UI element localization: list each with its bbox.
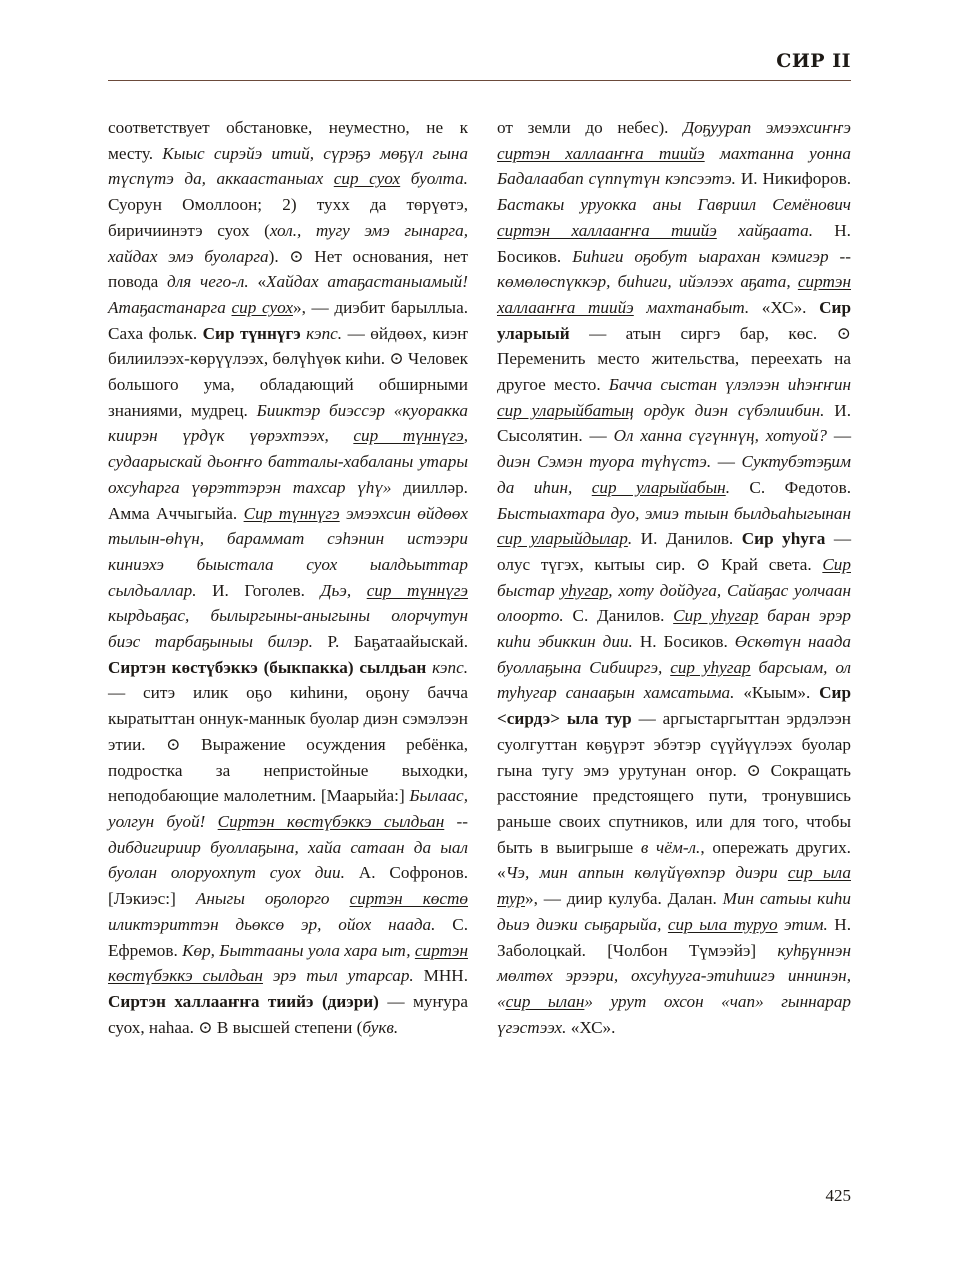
text-run: Мин сатыы киһи дьиэ диэки сыҕарыйа, bbox=[497, 889, 851, 934]
text-run: куһҕүннэн мөлтөх эрээри, охсуһууга-этиһиигэ иннинэн, « bbox=[497, 940, 851, 1011]
headword: Сир уларыый bbox=[497, 297, 851, 343]
text-run: махтанна уонна Бадалаабап сүппүтүн кэпсээтэ. bbox=[497, 143, 851, 189]
text-run: — ситэ илик оҕо киһини, оҕону бачча кыратыттан оннук-маннык буолар диэн сэмэлээн этии. ⊙ Выражение осуждения ребёнка, подростка за непристойные выходки, неподобающие малолетним. [Маарыйа:] bbox=[108, 683, 469, 806]
text-run: Дьэ, bbox=[320, 580, 367, 600]
text-run: , хоту дойдуга, Сайаҕас уолчаан олоорто. bbox=[497, 580, 851, 626]
running-head: СИР II bbox=[776, 50, 851, 72]
right-column-text bbox=[497, 115, 851, 1040]
example-keyword: сиртэн халлааҥҥа тиийэ bbox=[497, 143, 705, 163]
example-keyword: сиртэн халлааҥҥа тиийэ bbox=[497, 272, 851, 317]
text-run: Былаас, уолгун буой! bbox=[108, 786, 468, 831]
example-keyword: сир уларыйдылар bbox=[497, 529, 628, 549]
text-run: И. Никифоров. bbox=[735, 169, 851, 189]
text-run: МНН. bbox=[413, 966, 468, 986]
example-keyword: сир түннүгэ bbox=[366, 580, 468, 600]
example-keyword: сиртэн халлааҥҥа тиийэ bbox=[497, 220, 717, 240]
text-run: «ХС». bbox=[749, 297, 820, 317]
example-keyword: сир уларыйабын bbox=[591, 477, 726, 497]
text-run: эмээхсин өйдөөх тылын-өһүн, бараммат сэһэнин истээри киниэхэ быыстала суох ыалдьыттар сылдьаллар. bbox=[108, 503, 468, 600]
text-run: махтанабыт. bbox=[633, 297, 750, 317]
text-run: -- дибдигириир буоллаҕына, хайа сатаан да ыал буолан олоруохпут суох дии. bbox=[108, 811, 468, 883]
text-run: » урут охсон «чап» гыннарар үгэстээх. bbox=[497, 991, 852, 1037]
headword: Сир уһуга bbox=[741, 529, 826, 549]
text-run: «Кыым». bbox=[734, 683, 820, 703]
text-run: барсыам, ол туһугар санааҕын хамсатыма. bbox=[497, 657, 851, 703]
text-run: », — диэбит барыллыа. Саха фольк. bbox=[108, 297, 469, 343]
example-keyword: Сир уһугар bbox=[673, 606, 759, 626]
text-run: быстар bbox=[497, 580, 561, 600]
text-run: ). ⊙ Нет основания, нет повода bbox=[108, 246, 468, 292]
text-run: буолта. bbox=[400, 169, 468, 189]
example-keyword: Сир bbox=[822, 554, 851, 574]
text-run: . bbox=[627, 529, 633, 549]
text-run: соответствует обстановке, неуместно, не к месту. bbox=[108, 118, 468, 163]
text-run: Өскөтүн наада буоллаҕына Сибииргэ, bbox=[497, 632, 851, 677]
example-keyword: сир ылан bbox=[505, 991, 585, 1011]
text-run: И. Сысолятин. — bbox=[497, 400, 851, 446]
example-keyword: сир ыла тур bbox=[497, 863, 851, 909]
text-run: С. Федотов. bbox=[730, 477, 851, 497]
example-keyword: сир уһугар bbox=[670, 657, 751, 677]
text-run: Ол ханна сүгүннүң, хотуой? bbox=[613, 426, 827, 446]
text-run: кэпс. bbox=[300, 323, 343, 343]
text-run: этим. bbox=[777, 914, 828, 934]
text-run: С. Ефремов. bbox=[108, 914, 468, 960]
text-run: — өйдөөх, киэҥ билиилээх-көрүүлээх, бөлүһүөк киһи. ⊙ Человек большого ума, обладающий обширными знаниями, мудрец. bbox=[108, 323, 469, 420]
text-run: Хайдах атаҕастаныамый! Атаҕастанарга bbox=[108, 272, 468, 317]
headword: Сир түннүгэ bbox=[202, 323, 301, 343]
text-run: И. Данилов. bbox=[632, 529, 742, 549]
text-run: диэн Сэмэн туора түһүстэ. bbox=[497, 452, 712, 472]
text-run: — bbox=[711, 452, 742, 472]
text-run: И. Гоголев. bbox=[196, 580, 321, 600]
text-run: Бииктэр биэссэр «куоракка киирэн үрдүк үөрэхтээх, bbox=[108, 400, 469, 446]
right-column bbox=[497, 115, 851, 1040]
text-run: А. Софронов. [Лэкиэс:] bbox=[108, 863, 468, 909]
example-keyword: сир түннүгэ bbox=[353, 426, 464, 446]
example-keyword: Сир түннүгэ bbox=[243, 503, 340, 523]
text-run: — муҥура суох, наһаа. ⊙ В высшей степени ( bbox=[108, 991, 468, 1037]
text-run: Чэ, мин аппын көлүйүөхпэр диэри bbox=[505, 863, 788, 883]
text-run: в чём-л. bbox=[640, 837, 701, 857]
text-run: Доҕуурап эмээхсиҥҥэ bbox=[683, 118, 851, 137]
text-run: « bbox=[248, 272, 267, 292]
text-run: — аргыстаргыттан эрдэлээн суолгуттан көҕүрэт эбэтэр сүүйүүлээх буолар гына тугу эмэ урутунан оҥор. ⊙ Сокращать расстояние предстоящего пути, тронувшись раньше своих спутников, или для того, чтобы быть в выигрыше bbox=[497, 709, 851, 857]
example-keyword: сир уларыйбатың bbox=[497, 400, 634, 420]
text-run: от земли до небес). bbox=[497, 118, 684, 137]
text-run: — bbox=[826, 426, 852, 446]
text-run: кэпс. bbox=[426, 657, 468, 677]
text-run: Быстыахтара дуо, эмиэ тыын былдьаһыгынан bbox=[497, 503, 851, 523]
text-run: кырдьаҕас, былыргыны-аныгыны олорчутун биэс тарбаҕыныы билэр. bbox=[108, 606, 468, 652]
text-run: Р. Баҕатаайыскай. bbox=[312, 632, 468, 652]
text-run: букв. bbox=[362, 1017, 399, 1037]
page-number: 425 bbox=[825, 1186, 851, 1205]
text-run: иликтэриттэн дьөксө эр, ойох наада. bbox=[108, 914, 436, 934]
text-run: Суктубэтэҕим да иһин, bbox=[497, 452, 851, 497]
example-keyword: сиртэн көстүбэккэ сылдьан bbox=[108, 940, 468, 986]
text-run: Н. Заболоцкай. [Чолбон Түмээйэ] bbox=[497, 914, 852, 960]
text-run: диилләр. Амма Аччыгыйа. bbox=[108, 477, 468, 523]
left-column bbox=[108, 115, 468, 1040]
text-run: », — диир кулуба. Далан. bbox=[524, 889, 723, 909]
example-keyword: уһугар bbox=[560, 580, 609, 600]
text-run: Аныгы оҕолорго bbox=[195, 889, 350, 909]
headword: Сир <сирдэ> ыла тур bbox=[497, 683, 851, 729]
example-keyword: сиртэн көстө bbox=[349, 889, 469, 909]
example-keyword: Сиртэн көстүбэккэ сылдьан bbox=[217, 811, 445, 831]
text-run: Көр, Быттааны уола хара ыт, bbox=[182, 940, 415, 960]
headword: Сиртэн халлааҥҥа тиийэ (диэри) bbox=[108, 991, 379, 1011]
text-run: — атын сиргэ бар, көс. ⊙ Переменить место жительства, переехать на другое место. bbox=[497, 323, 851, 395]
text-run: С. Данилов. bbox=[563, 606, 674, 626]
text-run: для чего-л. bbox=[167, 272, 249, 292]
text-run: Н. Босиков. bbox=[497, 220, 851, 266]
text-run: баран эрэр киһи эбиккин дии. bbox=[497, 606, 851, 652]
header-rule bbox=[108, 80, 851, 81]
text-run: «ХС». bbox=[566, 1017, 616, 1037]
text-run: — олус түгэх, кытыы сир. ⊙ Край света. bbox=[497, 529, 851, 574]
text-run: , опережать других. « bbox=[497, 837, 851, 883]
text-run: эрэ тыл утарсар. bbox=[262, 966, 414, 986]
text-run: Бастакы уруокка аны Гавриил Семёнович bbox=[497, 195, 851, 215]
left-column-text bbox=[108, 115, 468, 1040]
text-run: . bbox=[725, 477, 730, 497]
example-keyword: сир суох bbox=[231, 297, 293, 317]
example-keyword: сир ыла туруо bbox=[667, 914, 778, 934]
text-run: хайҕаата. bbox=[716, 220, 813, 240]
text-run: Кыыс сирэйэ итий, сүрэҕэ мөҕүл гына түспүтэ да, аккаастаныах bbox=[108, 143, 468, 189]
text-run: хол., тугу эмэ гынарга, хайдах эмэ буоларга bbox=[108, 220, 469, 266]
headword: Сиртэн көстүбэккэ (быкпакка) сылдьан bbox=[108, 657, 427, 677]
text-run: Н. Босиков. bbox=[632, 632, 735, 652]
example-keyword: сир суох bbox=[333, 169, 401, 189]
text-run: , судаарыскай дьоҥҥо батталы-хабаланы утары охсуһарга үөрэттэрэн тахсар үһү» bbox=[108, 426, 468, 497]
text-run: Суорун Омоллоон; 2) тухх да төрүөтэ, биричиинэтэ суох ( bbox=[108, 195, 468, 240]
text-run: Биһиги оҕобут ыарахан кэмигэр -- көмөлөспүккэр, биһиги, ийэлээх аҕата, bbox=[497, 246, 852, 292]
text-run: ордук диэн сүбэлиибин. bbox=[633, 400, 825, 420]
text-run: Бачча сыстан үлэлээн иһэҥҥин bbox=[608, 375, 851, 395]
